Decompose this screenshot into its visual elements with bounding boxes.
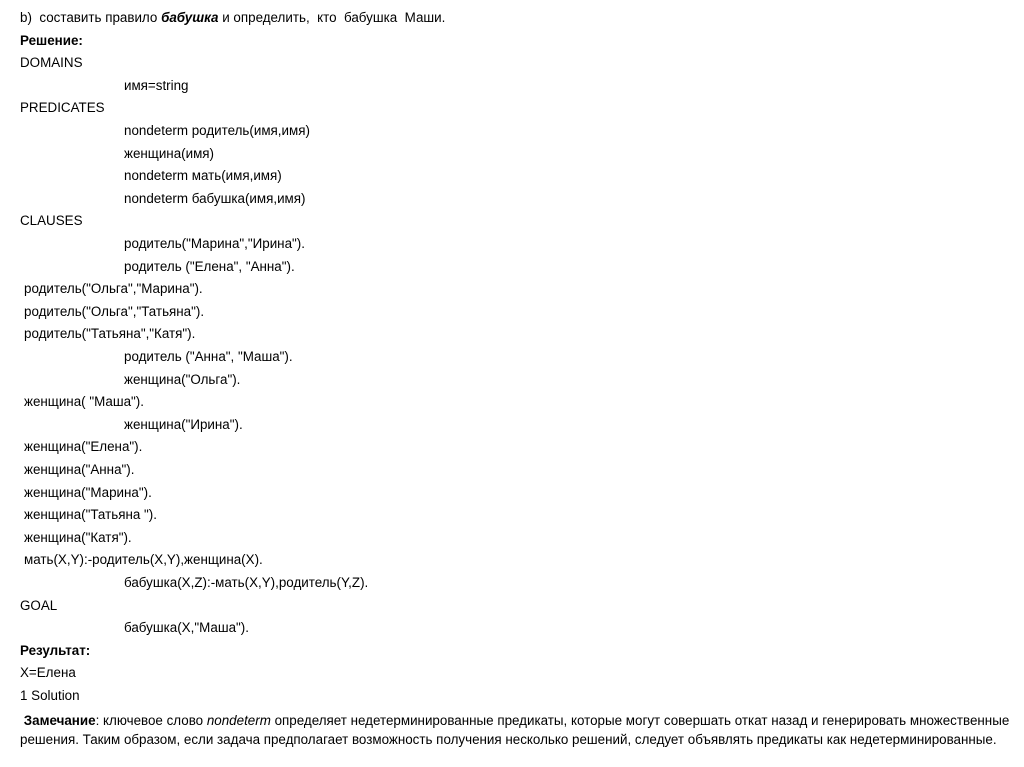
task-line <box>20 10 445 26</box>
goal-line: бабушка(X,"Маша"). <box>124 620 249 635</box>
domain-line: имя=string <box>124 78 189 93</box>
predicate-line: nondeterm мать(имя,имя) <box>124 168 282 183</box>
task-prefix: b) составить правило <box>20 10 162 25</box>
predicates-header: PREDICATES <box>20 100 105 115</box>
clause-line: бабушка(X,Z):-мать(X,Y),родитель(Y,Z). <box>124 575 369 590</box>
task-suffix: и определить, кто бабушка Маши. <box>218 10 446 25</box>
result-answer: X=Елена <box>20 665 76 680</box>
clause-line: родитель("Марина","Ирина"). <box>124 236 305 251</box>
note-part1: : ключевое слово <box>95 713 207 728</box>
clause-line: родитель("Ольга","Татьяна"). <box>24 304 205 319</box>
clause-line: женщина("Марина"). <box>24 485 152 500</box>
clause-line: мать(X,Y):-родитель(X,Y),женщина(X). <box>24 552 263 567</box>
clause-line: женщина("Анна"). <box>24 462 135 477</box>
solution-label: Решение: <box>20 33 83 48</box>
clause-line: женщина("Ольга"). <box>124 372 241 387</box>
clause-line: родитель("Ольга","Марина"). <box>24 281 203 296</box>
clause-line: женщина("Катя"). <box>24 530 132 545</box>
clauses-header: CLAUSES <box>20 213 83 228</box>
result-solutions: 1 Solution <box>20 688 80 703</box>
note-paragraph <box>20 711 1010 749</box>
task-keyword: бабушка <box>161 10 219 25</box>
goal-header: GOAL <box>20 598 58 613</box>
clause-line: родитель ("Елена", "Анна"). <box>124 259 295 274</box>
domains-header: DOMAINS <box>20 55 83 70</box>
predicate-line: nondeterm бабушка(имя,имя) <box>124 191 306 206</box>
clause-line: родитель ("Анна", "Маша"). <box>124 349 293 364</box>
clause-line: женщина("Ирина"). <box>124 417 243 432</box>
note-label: Замечание <box>23 713 96 728</box>
clause-line: женщина("Елена"). <box>24 439 143 454</box>
note-keyword: nondeterm <box>206 713 271 728</box>
clause-line: женщина("Татьяна "). <box>24 507 157 522</box>
clause-line: женщина( "Маша"). <box>24 394 144 409</box>
result-label: Результат: <box>20 643 91 658</box>
predicate-line: женщина(имя) <box>124 146 214 161</box>
predicate-line: nondeterm родитель(имя,имя) <box>124 123 310 138</box>
clause-line: родитель("Татьяна","Катя"). <box>24 326 196 341</box>
note-part2: определяет недетерминированные предикаты, которые могут совершать откат назад и генерировать множественные решения. Таким образом, если задача предполагает возможность получения несколько решений, следует объявлять предикаты как недетерминированные. <box>20 713 1010 747</box>
